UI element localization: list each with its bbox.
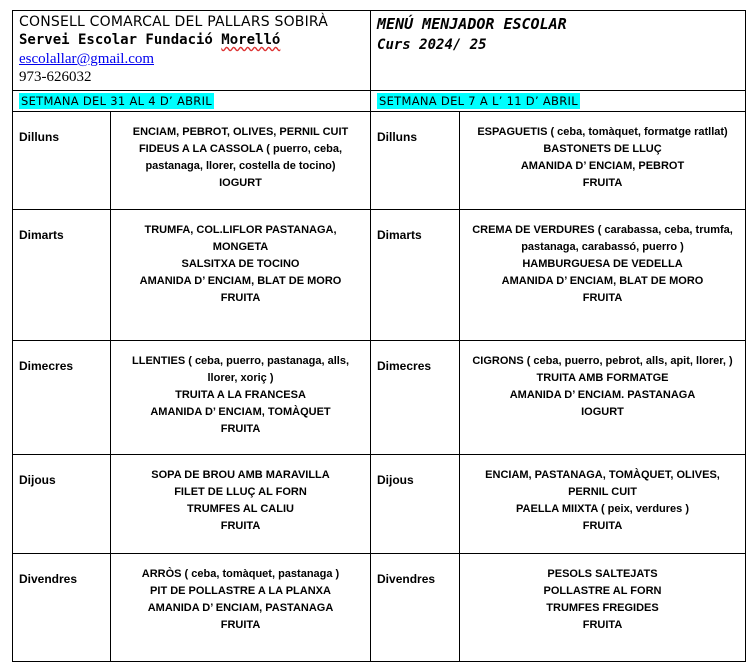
dishes-cell bbox=[460, 112, 746, 210]
dish: ENCIAM, PASTANAGA, TOMÀQUET, OLIVES, PERNIL CUIT bbox=[485, 469, 720, 498]
day-label: Divendres bbox=[371, 554, 460, 662]
day-row bbox=[13, 210, 746, 341]
dish: FRUITA bbox=[582, 292, 623, 304]
day-row bbox=[13, 341, 746, 455]
dish: TRUMFES AL CALIU bbox=[187, 503, 294, 515]
day-label: Dilluns bbox=[371, 112, 460, 210]
dish: PAELLA MIIXTA ( peix, verdures ) bbox=[516, 503, 689, 515]
email-link[interactable]: escolallar@gmail.com bbox=[19, 51, 155, 67]
week-1-label: SETMANA DEL 31 AL 4 D’ ABRIL bbox=[21, 94, 212, 108]
dish: POLLASTRE AL FORN bbox=[543, 585, 662, 597]
dish: PESOLS SALTEJATS bbox=[547, 568, 658, 580]
dish: ESPAGUETIS ( ceba, tomàquet, formatge ratllat) bbox=[477, 126, 728, 138]
dish: FRUITA bbox=[582, 619, 623, 631]
dish: BASTONETS DE LLUÇ bbox=[543, 143, 662, 155]
dish: FRUITA bbox=[220, 292, 261, 304]
dish: TRUITA AMB FORMATGE bbox=[536, 372, 669, 384]
dish: AMANIDA D’ ENCIAM, BLAT DE MORO bbox=[501, 275, 704, 287]
header-right bbox=[371, 11, 746, 91]
dish: FILET DE LLUÇ AL FORN bbox=[174, 486, 307, 498]
dishes-cell bbox=[111, 554, 371, 662]
day-label: Dijous bbox=[13, 455, 111, 554]
phone-number: 973-626032 bbox=[19, 69, 92, 85]
day-label: Dijous bbox=[371, 455, 460, 554]
dishes-cell bbox=[111, 455, 371, 554]
day-label: Dimarts bbox=[371, 210, 460, 341]
dish: FRUITA bbox=[582, 177, 623, 189]
dish: ENCIAM, PEBROT, OLIVES, PERNIL CUIT bbox=[132, 126, 349, 138]
dish: SOPA DE BROU AMB MARAVILLA bbox=[151, 469, 330, 481]
dishes-cell bbox=[111, 341, 371, 455]
day-row bbox=[13, 455, 746, 554]
dishes-cell bbox=[460, 455, 746, 554]
week-row bbox=[13, 91, 746, 112]
dish: ARRÒS ( ceba, tomàquet, pastanaga ) bbox=[141, 568, 340, 580]
week-2-label: SETMANA DEL 7 A L’ 11 D’ ABRIL bbox=[379, 94, 578, 108]
dish: HAMBURGUESA DE VEDELLA bbox=[522, 258, 683, 270]
dish: AMANIDA D’ ENCIAM. PASTANAGA bbox=[509, 389, 696, 401]
course-label: Curs 2024/ 25 bbox=[377, 37, 487, 53]
dish: FIDEUS A LA CASSOLA ( puerro, ceba, pastanaga, llorer, costella de tocino) bbox=[138, 143, 343, 172]
day-label: Dimecres bbox=[371, 341, 460, 455]
dishes-cell bbox=[460, 341, 746, 455]
header-row bbox=[13, 11, 746, 91]
dish: AMANIDA D’ ENCIAM, PASTANAGA bbox=[147, 602, 334, 614]
dishes-cell bbox=[460, 554, 746, 662]
day-label: Dimecres bbox=[13, 341, 111, 455]
dish: IOGURT bbox=[581, 406, 624, 418]
day-row bbox=[13, 112, 746, 210]
dish: TRUMFES FREGIDES bbox=[546, 602, 659, 614]
dish: TRUMFA, COL.LIFLOR PASTANAGA, MONGETA bbox=[144, 224, 337, 253]
menu-title: MENÚ MENJADOR ESCOLAR bbox=[377, 15, 567, 33]
week-1-cell bbox=[13, 91, 371, 112]
dish: CREMA DE VERDURES ( carabassa, ceba, trumfa, pastanaga, carabassó, puerro ) bbox=[472, 224, 733, 253]
dish: AMANIDA D’ ENCIAM, BLAT DE MORO bbox=[139, 275, 342, 287]
menu-table bbox=[12, 10, 746, 662]
organization-name: CONSELL COMARCAL DEL PALLARS SOBIRÀ bbox=[19, 14, 329, 30]
dish: LLENTIES ( ceba, puerro, pastanaga, alls, llorer, xoriç ) bbox=[132, 355, 350, 384]
week-2-cell bbox=[371, 91, 746, 112]
header-left bbox=[13, 11, 371, 91]
service-name: Servei Escolar Fundació Morelló bbox=[19, 32, 281, 48]
dish: TRUITA A LA FRANCESA bbox=[175, 389, 306, 401]
dish: PIT DE POLLASTRE A LA PLANXA bbox=[150, 585, 331, 597]
dish: SALSITXA DE TOCINO bbox=[181, 258, 300, 270]
dish: FRUITA bbox=[220, 423, 261, 435]
dish: FRUITA bbox=[220, 619, 261, 631]
day-label: Dimarts bbox=[13, 210, 111, 341]
dishes-cell bbox=[111, 210, 371, 341]
dish: AMANIDA D’ ENCIAM, TOMÀQUET bbox=[150, 406, 331, 418]
dishes-cell bbox=[460, 210, 746, 341]
day-row bbox=[13, 554, 746, 662]
dish: IOGURT bbox=[219, 177, 262, 189]
dish: CIGRONS ( ceba, puerro, pebrot, alls, apit, llorer, ) bbox=[472, 355, 733, 367]
dish: FRUITA bbox=[220, 520, 261, 532]
day-label: Dilluns bbox=[13, 112, 111, 210]
dishes-cell bbox=[111, 112, 371, 210]
day-label: Divendres bbox=[13, 554, 111, 662]
dish: AMANIDA D’ ENCIAM, PEBROT bbox=[520, 160, 685, 172]
dish: FRUITA bbox=[582, 520, 623, 532]
